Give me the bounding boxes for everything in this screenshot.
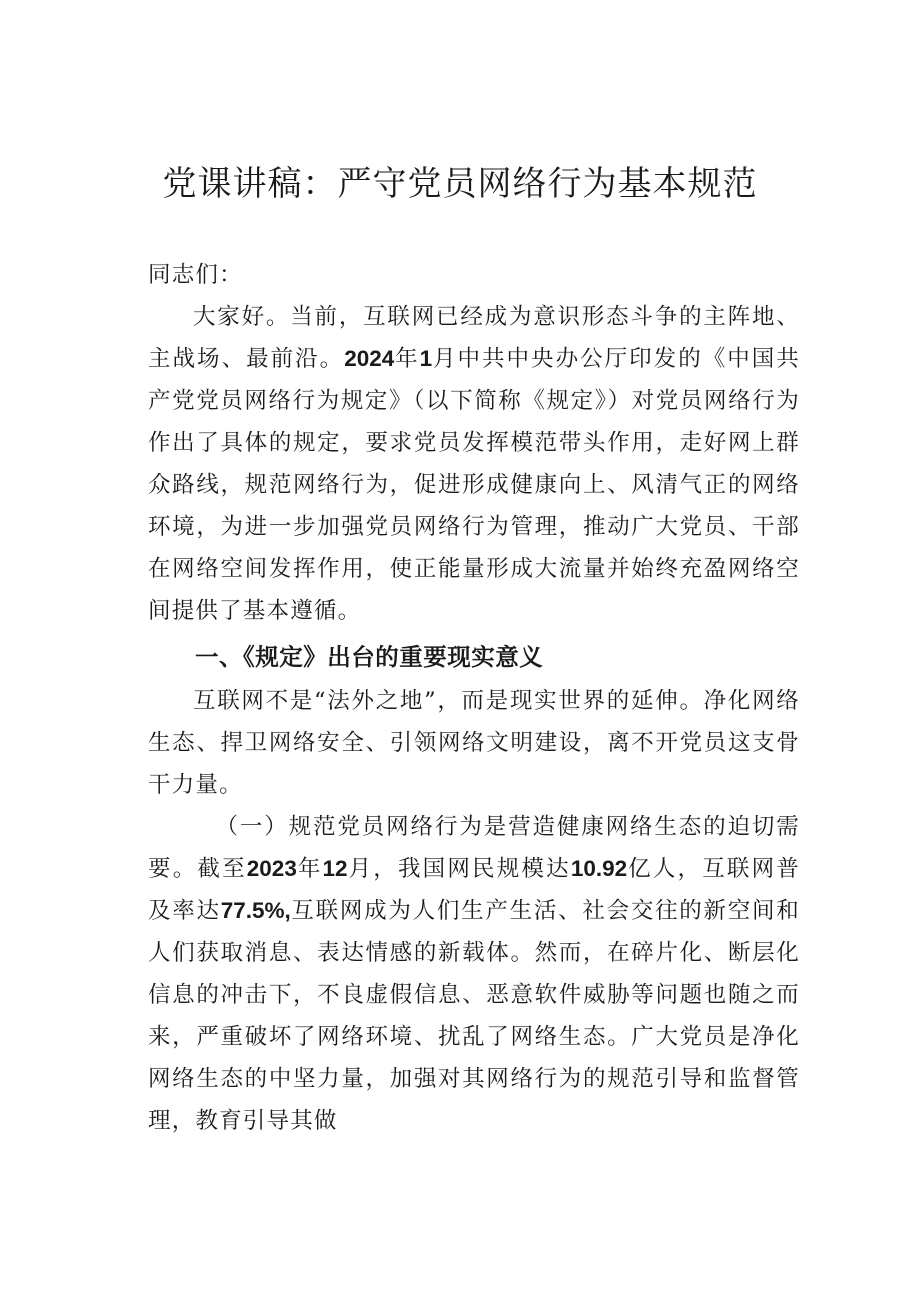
sub1-text-5: 互联网成为人们生产生活、社会交往的新空间和人们获取消息、表达情感的新载体。然而，在碎片化、断层化信息的冲击下，不良虚假信息、恶意软件威胁等问题也随之而来，严重破坏了网络环境、扰乱了网络生态。广大党员是净化网络生态的中坚力量，加强对其网络行为的规范引导和监督管理，教育引导其做 bbox=[148, 898, 800, 1134]
intro-text-1: 大家好。当前，互联网已经成为意识形态斗争的主阵地、主战场、最前沿。 bbox=[148, 304, 800, 372]
intro-month: 1 bbox=[419, 346, 433, 371]
section-1-heading: 一、《规定》出台的重要现实意义 bbox=[195, 643, 544, 671]
document-body bbox=[148, 254, 800, 1142]
sub1-text-3: 月，我国网民规模达 bbox=[347, 856, 571, 882]
section-1-paragraph: 互联网不是“法外之地”，而是现实世界的延伸。净化网络生态、捍卫网络安全、引领网络文明建设，离不开党员这支骨干力量。 bbox=[148, 688, 800, 798]
intro-paragraph bbox=[148, 296, 800, 632]
sub1-text-2: 年 bbox=[296, 856, 323, 882]
sub1-rate: 77.5%, bbox=[220, 898, 291, 923]
intro-year: 2024 bbox=[344, 346, 395, 371]
sub1-text-4: 亿人，互联网普及率达 bbox=[148, 856, 800, 924]
document-title: 党课讲稿：严守党员网络行为基本规范 bbox=[162, 164, 758, 204]
subsection-1-paragraph bbox=[148, 806, 800, 1142]
intro-text-2: 年 bbox=[394, 346, 420, 372]
sub1-year: 2023 bbox=[246, 856, 297, 881]
salutation: 同志们： bbox=[148, 262, 243, 288]
sub1-users: 10.92 bbox=[570, 856, 628, 881]
intro-text-3: 月中共中央办公厅印发的《中国共产党党员网络行为规定》（以下简称《规定》）对党员网络行为作出了具体的规定，要求党员发挥模范带头作用，走好网上群众路线，规范网络行为，促进形成健康向上、风清气正的网络环境，为进一步加强党员网络行为管理，推动广大党员、干部在网络空间发挥作用，使正能量形成大流量并始终充盈网络空间提供了基本遵循。 bbox=[148, 346, 800, 624]
sub1-month: 12 bbox=[322, 856, 348, 881]
sub1-text-1: （一）规范党员网络行为是营造健康网络生态的迫切需要。截至 bbox=[148, 814, 800, 882]
